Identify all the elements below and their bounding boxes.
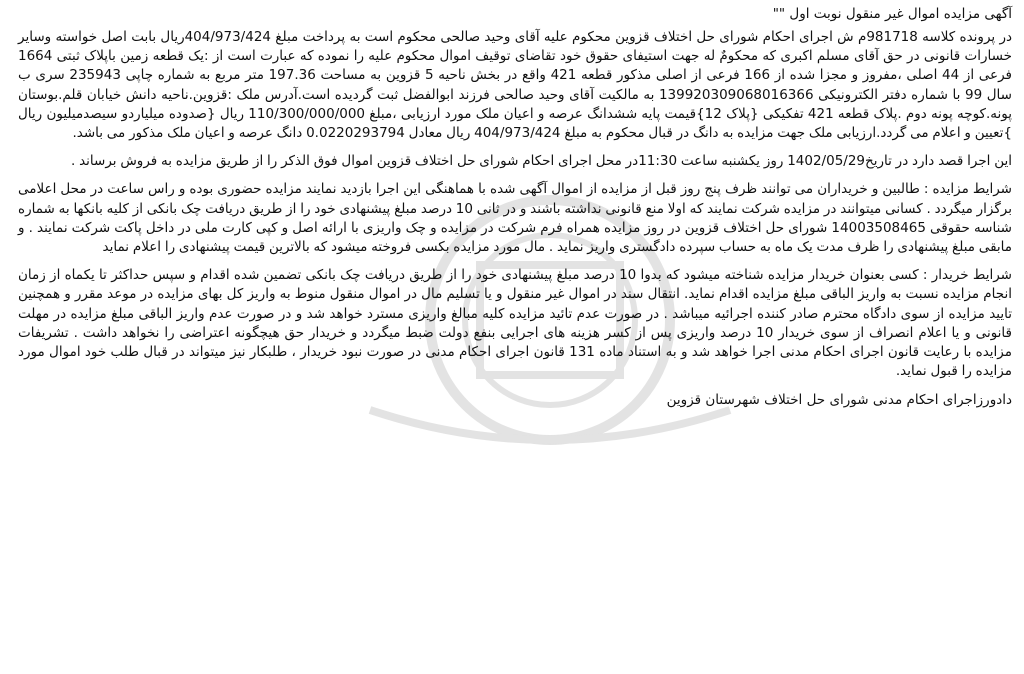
auction-date-paragraph: این اجرا قصد دارد در تاریخ1402/05/29 روز یکشنبه ساعت 11:30در محل اجرای احکام شورای حل اختلاف قزوین اموال فوق الذکر را از طریق مزایده به فروش برساند . — [70, 153, 1012, 170]
notice-title: آگهی مزایده اموال غیر منقول نوبت اول "" — [772, 6, 1012, 22]
buyer-conditions-paragraph: شرایط خریدار : کسی بعنوان خریدار مزایده شناخته میشود که بدوا 10 درصد مبلغ پیشنهادی خود را از طریق دریافت چک بانکی تضمین شده اقدام و سپس حداکثر تا یکماه از زمان انجام مزایده نسبت به واریز الباقی مبلغ مزایده اقدام نماید. انتقال سند در اموال غیر منقول و یا تسلیم مال در اموال منقول منوط به واریز کل بهای مزایده در موعد مقرر و همچنین تایید مزایده از سوی دادگاه محترم صادر کننده اجرائیه میباشد . در صورت عدم تائید مزایده کلیه مبالغ واریزی مسترد خواهد شد و در صورت عدم واریز الباقی مبلغ مزایده در مهلت قانونی و یا اعلام انصراف از سوی خریدار 10 درصد واریزی پس از کسر هزینه های اجرایی بنفع دولت ضبط میگردد و خریدار حق هیچگونه اعتراضی را نخواهد داشت . تشریفات مزایده با رعایت قانون اجرای احکام مدنی اجرا خواهد شد و به استناد ماده 131 قانون اجرای احکام مدنی در صورت نبود خریدار ، طلبکار نیز میتواند در قبال طلب خود اموال مورد مزایده را قبول نماید. — [18, 267, 1012, 380]
signature-line: دادورزاجرای احکام مدنی شورای حل اختلاف شهرستان قزوین — [666, 392, 1012, 409]
case-description-paragraph: در پرونده کلاسه 981718م ش اجرای احکام شورای حل اختلاف قزوین محکوم علیه آقای وحید صالحی محکوم است به پرداخت مبلغ 404/973/424ریال بابت اصل خواسته وسایر خسارات قانونی در حق آقای مسلم اکبری که محکومٌ له جهت استیفای حقوق خود تقاضای توقیف اموال محکوم علیه را نموده که عبارت است از :یک قطعه زمین باپلاک ثبتی 1664 فرعی از 44 اصلی ،مفروز و مجزا شده از 166 فرعی از اصلی مذکور قطعه 421 واقع در بخش ناحیه 5 قزوین به مساحت 197.36 متر مربع به شماره چاپی 235943 سری ب سال 99 با شماره دفتر الکترونیکی 139920309068016366 به مالکیت آقای وحید صالحی فرزند ابوالفضل ثبت گردیده است.آدرس ملک :قزوین.ناحیه دانش خیابان قلم.بوستان پونه.کوچه پونه دوم .پلاک قطعه 421 تفکیکی {پلاک 12}قیمت پایه ششدانگ عرصه و اعیان ملک مورد ارزیابی ،مبلغ 110/300/000/000 ریال {صدوده میلیاردو سیصدمیلیون ریال }تعیین و اعلام می گردد.ارزیابی ملک جهت مزایده به دانگ در قبال محکوم به مبلغ 404/973/424 ریال معادل 0.0220293794 دانگ عرصه و اعیان ملک مذکور می باشد. — [18, 29, 1012, 142]
auction-conditions-paragraph: شرایط مزایده : طالبین و خریداران می توانند ظرف پنج روز قبل از مزایده از اموال آگهی شده با هماهنگی این اجرا بازدید نمایند مزایده حضوری بوده و راس ساعت در محل اعلامی برگزار میگردد . کسانی میتوانند در مزایده شرکت نمایند که اولا منع قانونی نداشته باشند و در ثانی 10 درصد مبلغ پیشنهادی خود را از طریق دریافت چک بانکی از کلیه بانکها به شماره شناسه حقوقی 14003508465 شورای حل اختلاف قزوین در روز مزایده همراه فرم شرکت در مزایده و چک واریزی با ارائه اصل و کپی کارت ملی در داخل پاکت شرکت نمایند . و مابقی مبلغ پیشنهادی را ظرف مدت یک ماه به حساب سپرده دادگستری واریز نماید . مال مورد مزایده بکسی فروخته میشود که بالاترین قیمت پیشنهادی را اعلام نماید — [18, 181, 1012, 256]
